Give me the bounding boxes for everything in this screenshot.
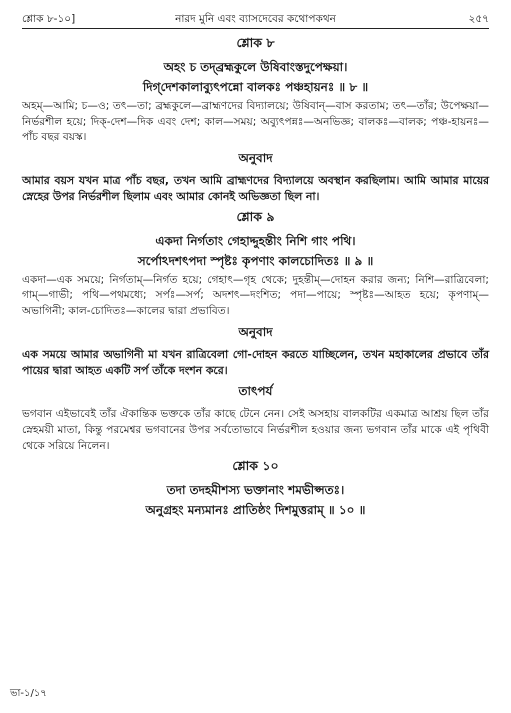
verse-8-line-2: দিগ্‌দেশকালাব্যুৎপন্নো বালকঃ পঞ্চহায়নঃ ॥ ৮ ॥ xyxy=(142,80,369,94)
verse-10-block xyxy=(22,458,489,519)
verse-10-line-2: অনুগ্রহং মন্যমানঃ প্রাতিষ্ঠং দিশমুত্তরাম্ ॥ ১০ ॥ xyxy=(145,502,366,517)
verse-8-block xyxy=(22,35,489,205)
header-page-number: ২৫৭ xyxy=(468,13,489,25)
page-footer-signature: ভা-১/১৭ xyxy=(10,688,47,699)
verse-9-synonyms: একদা—এক সময়ে; নির্গতাম্—নির্গত হয়ে; গেহাৎ—গৃহ থেকে; দুহন্তীম্—দোহন করার জন্য; নিশি—রাত্রিবেলা; গাম্—গাভী; পথি—পথমধ্যে; সর্পঃ—সর্প; অদশৎ—দংশিত; পদা—পায়ে; স্পৃষ্টঃ—আহত হয়ে; কৃপণাম্—অভাগিনী; কাল-চোদিতঃ—কালের দ্বারা প্রভাবিত। xyxy=(22,273,489,317)
verse-9-translation: এক সময়ে আমার অভাগিনী মা যখন রাত্রিবেলা গো-দোহন করতে যাচ্ছিলেন, তখন মহাকালের প্রভাবে তাঁর পায়ের দ্বারা আহত একটি সর্প তাঁকে দংশন করে। xyxy=(22,347,489,377)
verse-8-synonyms: অহম্—আমি; চ—ও; তৎ—তা; ব্রহ্মকুলে—ব্রাহ্মণদের বিদ্যালয়ে; উষিবান্—বাস করতাম; তৎ—তাঁর; উপেক্ষয়া—নির্ভরশীল হয়ে; দিক্‌-দেশ—দিক এবং দেশ; কাল—সময়; অব্যুৎপন্নঃ—অনভিজ্ঞ; বালকঃ—বালক; পঞ্চ-হায়নঃ—পাঁচ বছর বয়স্ক। xyxy=(22,100,489,144)
verse-9-heading: শ্লোক ৯ xyxy=(236,208,275,224)
verse-10-line-1: তদা তদহমীশস্য ভক্তানাং শমভীপ্সতঃ। xyxy=(166,482,345,497)
verse-8-translation: আমার বয়স যখন মাত্র পাঁচ বছর, তখন আমি ব্রাহ্মণদের বিদ্যালয়ে অবস্থান করছিলাম। আমি আমার মায়ের স্নেহের উপর নির্ভরশীল ছিলাম এবং আমার কোনই অভিজ্ঞতা ছিল না। xyxy=(22,173,489,203)
running-header xyxy=(22,8,489,28)
verse-8-line-1: অহং চ তদ্‌ব্রহ্মকুলে উষিবাংস্তদুপেক্ষয়া। xyxy=(163,60,348,74)
header-chapter-title: নারদ মুনি এবং ব্যাসদেবের কথোপকথন xyxy=(175,13,336,25)
header-verse-range: শ্লোক ৮-১০] xyxy=(22,13,76,25)
verse-9-block xyxy=(22,209,489,454)
verse-9-line-2: সর্পোঽদশৎপদা স্পৃষ্টঃ কৃপণাং কালচোদিতঃ ॥ ৯ ॥ xyxy=(137,253,374,268)
verse-8-translation-heading: অনুবাদ xyxy=(238,150,273,165)
verse-9-translation-heading: অনুবাদ xyxy=(238,324,273,339)
verse-8-heading: শ্লোক ৮ xyxy=(236,35,275,50)
verse-9-purport-heading: তাৎপর্য xyxy=(238,383,273,398)
verse-9-purport: ভগবান এইভাবেই তাঁর ঐকান্তিক ভক্তকে তাঁর কাছে টেনে নেন। সেই অসহায় বালকটির একমাত্র আশ্রয় ছিল তাঁর স্নেহময়ী মাতা, কিন্তু পরমেশ্বর ভগবানের উপর সর্বতোভাবে নির্ভরশীল হওয়ার জন্য ভগবান তাঁর মাকে এই পৃথিবী থেকে সরিয়ে নিলেন। xyxy=(22,407,489,452)
verse-9-line-1: একদা নির্গতাং গেহাদ্দুহন্তীং নিশি গাং পথি। xyxy=(155,233,356,248)
verse-10-heading: শ্লোক ১০ xyxy=(232,457,279,473)
